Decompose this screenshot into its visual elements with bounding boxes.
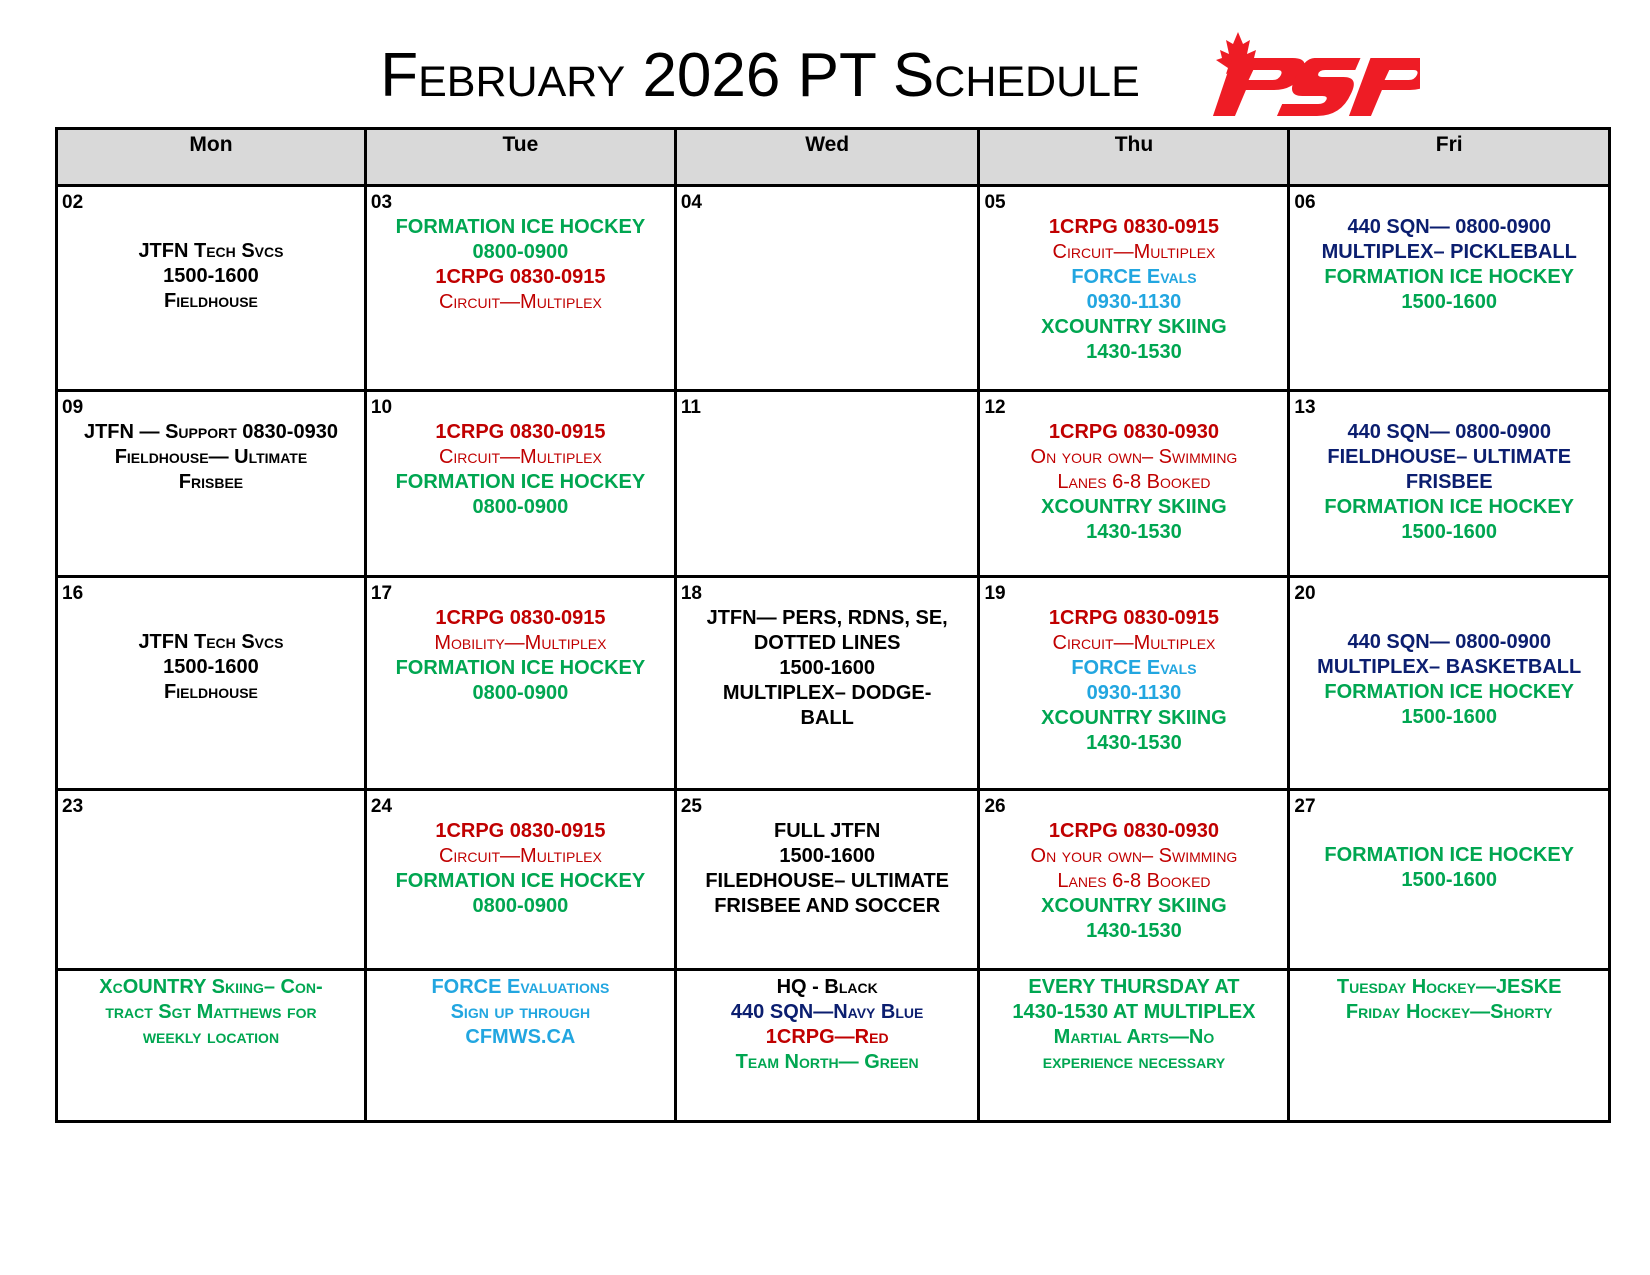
event-line: 440 SQN— 0800-0900 bbox=[1347, 421, 1551, 443]
event-line: FORMATION ICE HOCKEY bbox=[1324, 844, 1575, 866]
event-line: BALL bbox=[800, 707, 854, 729]
event-line: XCOUNTRY SKIING bbox=[1041, 316, 1227, 338]
event-line: 1CRPG 0830-0915 bbox=[435, 421, 606, 443]
event-line: 1CRPG 0830-0915 bbox=[435, 820, 606, 842]
event-line: 1500-1600 bbox=[779, 845, 875, 867]
event-line: FULL JTFN bbox=[774, 820, 881, 842]
event-line: 1CRPG 0830-0930 bbox=[1048, 820, 1219, 842]
page-title: February 2026 PT Schedule bbox=[380, 41, 1140, 110]
event-line: 0800-0900 bbox=[472, 682, 569, 704]
day-cell-wed bbox=[675, 186, 979, 391]
event-line: Circuit—Multiplex bbox=[1052, 632, 1216, 654]
event-line: 1CRPG 0830-0915 bbox=[1048, 607, 1219, 629]
event-line: XCOUNTRY SKIING bbox=[1041, 895, 1227, 917]
day-number: 03 bbox=[370, 192, 393, 213]
event-line: 0800-0900 bbox=[472, 895, 569, 917]
event-line: 0800-0900 bbox=[472, 241, 569, 263]
day-number: 04 bbox=[680, 192, 702, 213]
event-line: Circuit—Multiplex bbox=[438, 446, 602, 468]
event-line: XCOUNTRY SKIING bbox=[1041, 707, 1227, 729]
event-line: JTFN— PERS, RDNS, SE, bbox=[706, 607, 948, 629]
event-line: 1430-1530 bbox=[1086, 341, 1182, 363]
day-number: 02 bbox=[62, 192, 84, 213]
day-number: 06 bbox=[1294, 192, 1316, 213]
event-line: 440 SQN— 0800-0900 bbox=[1347, 631, 1551, 653]
day-number: 23 bbox=[62, 796, 84, 817]
day-number: 19 bbox=[984, 583, 1006, 604]
event-line: FORCE Evals bbox=[1071, 266, 1197, 288]
event-line: XCOUNTRY SKIING bbox=[1041, 496, 1227, 518]
day-number: 25 bbox=[680, 796, 702, 817]
event-line: Lanes 6-8 Booked bbox=[1057, 870, 1211, 892]
day-number: 17 bbox=[370, 583, 393, 604]
note-cell bbox=[1289, 970, 1610, 1122]
event-line: 1500-1600 bbox=[1401, 291, 1498, 313]
note-line: XcOUNTRY Skiing– Con- bbox=[99, 976, 323, 998]
day-cell-mon bbox=[57, 391, 366, 577]
day-number: 05 bbox=[984, 192, 1006, 213]
note-line: EVERY THURSDAY AT bbox=[1028, 976, 1240, 998]
event-line: FIELDHOUSE– ULTIMATE bbox=[1327, 446, 1572, 468]
event-line: FRISBEE bbox=[1405, 471, 1493, 493]
day-cell-mon bbox=[57, 577, 366, 790]
event-line: 1500-1600 bbox=[1401, 869, 1498, 891]
header-fri: Fri bbox=[1289, 129, 1610, 186]
event-line: Circuit—Multiplex bbox=[438, 291, 602, 313]
note-line: 1430-1530 AT MULTIPLEX bbox=[1012, 1001, 1256, 1023]
note-line: 1CRPG—Red bbox=[765, 1026, 889, 1048]
day-cell-tue bbox=[365, 186, 675, 391]
event-line: FORMATION ICE HOCKEY bbox=[1324, 681, 1575, 703]
event-line: MULTIPLEX– PICKLEBALL bbox=[1321, 241, 1577, 263]
spacer bbox=[1294, 819, 1604, 843]
event-line: JTFN — Support 0830-0930 bbox=[83, 421, 338, 443]
event-line: 1CRPG 0830-0915 bbox=[1048, 216, 1219, 238]
event-line: JTFN Tech Svcs bbox=[138, 631, 284, 653]
day-cell-tue bbox=[365, 790, 675, 970]
event-line: FORMATION ICE HOCKEY bbox=[1324, 496, 1575, 518]
day-number: 24 bbox=[370, 796, 393, 817]
event-line: 1500-1600 bbox=[1401, 706, 1498, 728]
day-number: 20 bbox=[1294, 583, 1316, 604]
day-number: 26 bbox=[984, 796, 1006, 817]
event-line: FORMATION ICE HOCKEY bbox=[395, 870, 646, 892]
day-cell-fri bbox=[1289, 391, 1610, 577]
event-line: FORMATION ICE HOCKEY bbox=[395, 657, 646, 679]
note-line: Tuesday Hockey—JESKE bbox=[1336, 976, 1562, 998]
day-cell-wed bbox=[675, 790, 979, 970]
week-row bbox=[57, 186, 1610, 391]
event-line: 1CRPG 0830-0915 bbox=[435, 266, 606, 288]
calendar-table bbox=[55, 127, 1611, 1123]
event-line: 1500-1600 bbox=[779, 657, 875, 679]
note-line: experience necessary bbox=[1042, 1051, 1226, 1073]
spacer bbox=[62, 215, 360, 239]
day-number: 18 bbox=[680, 583, 702, 604]
day-number: 16 bbox=[62, 583, 84, 604]
day-number: 09 bbox=[62, 397, 84, 418]
note-line: HQ - Black bbox=[776, 976, 878, 998]
day-cell-thu bbox=[979, 186, 1289, 391]
event-line: FRISBEE AND SOCCER bbox=[714, 895, 941, 917]
day-cell-fri bbox=[1289, 186, 1610, 391]
weekday-header-row bbox=[57, 129, 1610, 186]
note-cell bbox=[57, 970, 366, 1122]
event-line: FORMATION ICE HOCKEY bbox=[395, 471, 646, 493]
day-number: 10 bbox=[370, 397, 393, 418]
header-thu: Thu bbox=[979, 129, 1289, 186]
event-line: On your own– Swimming bbox=[1030, 845, 1238, 867]
event-line: FORMATION ICE HOCKEY bbox=[395, 216, 646, 238]
event-line: 0930-1130 bbox=[1086, 291, 1182, 313]
week-row bbox=[57, 790, 1610, 970]
day-cell-thu bbox=[979, 790, 1289, 970]
event-line: MULTIPLEX– BASKETBALL bbox=[1317, 656, 1582, 678]
day-cell-wed bbox=[675, 391, 979, 577]
spacer bbox=[62, 606, 360, 630]
event-line: Fieldhouse bbox=[164, 290, 258, 312]
day-cell-wed bbox=[675, 577, 979, 790]
day-cell-tue bbox=[365, 577, 675, 790]
day-number: 12 bbox=[984, 397, 1006, 418]
title-row bbox=[0, 30, 1650, 130]
event-line: 1500-1600 bbox=[163, 656, 259, 678]
event-line: 1CRPG 0830-0930 bbox=[1048, 421, 1219, 443]
event-line: FORCE Evals bbox=[1071, 657, 1197, 679]
event-line: Frisbee bbox=[178, 471, 244, 493]
day-number: 13 bbox=[1294, 397, 1316, 418]
event-line: JTFN Tech Svcs bbox=[138, 240, 284, 262]
day-cell-fri bbox=[1289, 790, 1610, 970]
event-line: Fieldhouse bbox=[164, 681, 258, 703]
note-line: tract Sgt Matthews for bbox=[105, 1001, 317, 1023]
event-line: FILEDHOUSE– ULTIMATE bbox=[705, 870, 950, 892]
event-line: 0800-0900 bbox=[472, 496, 569, 518]
event-line: Circuit—Multiplex bbox=[1052, 241, 1216, 263]
note-line: Team North— Green bbox=[735, 1051, 919, 1073]
event-line: 1430-1530 bbox=[1086, 521, 1182, 543]
event-line: 1500-1600 bbox=[163, 265, 259, 287]
event-line: 1430-1530 bbox=[1086, 920, 1182, 942]
note-line: Sign up through bbox=[450, 1001, 591, 1023]
event-line: 440 SQN— 0800-0900 bbox=[1347, 216, 1551, 238]
note-line: weekly location bbox=[142, 1026, 280, 1048]
day-cell-mon bbox=[57, 790, 366, 970]
day-cell-fri bbox=[1289, 577, 1610, 790]
event-line: 1430-1530 bbox=[1086, 732, 1182, 754]
psp-logo bbox=[1200, 30, 1420, 120]
note-line: Martial Arts—No bbox=[1053, 1026, 1215, 1048]
week-row bbox=[57, 391, 1610, 577]
note-cell bbox=[675, 970, 979, 1122]
header-mon: Mon bbox=[57, 129, 366, 186]
week-row bbox=[57, 577, 1610, 790]
header-tue: Tue bbox=[365, 129, 675, 186]
spacer bbox=[1294, 606, 1604, 630]
note-line: CFMWS.CA bbox=[465, 1026, 576, 1048]
event-line: 1CRPG 0830-0915 bbox=[435, 607, 606, 629]
event-line: Circuit—Multiplex bbox=[438, 845, 602, 867]
event-line: Fieldhouse— Ultimate bbox=[114, 446, 308, 468]
event-line: 0930-1130 bbox=[1086, 682, 1182, 704]
event-line: On your own– Swimming bbox=[1030, 446, 1238, 468]
day-number: 11 bbox=[680, 397, 701, 418]
event-line: Mobility—Multiplex bbox=[434, 632, 607, 654]
event-line: 1500-1600 bbox=[1401, 521, 1498, 543]
event-line: FORMATION ICE HOCKEY bbox=[1324, 266, 1575, 288]
day-number: 27 bbox=[1294, 796, 1316, 817]
event-line: MULTIPLEX– DODGE- bbox=[722, 682, 932, 704]
day-cell-mon bbox=[57, 186, 366, 391]
event-line: Lanes 6-8 Booked bbox=[1057, 471, 1211, 493]
note-cell bbox=[979, 970, 1289, 1122]
day-cell-tue bbox=[365, 391, 675, 577]
note-line: 440 SQN—Navy Blue bbox=[730, 1001, 924, 1023]
day-cell-thu bbox=[979, 391, 1289, 577]
note-line: FORCE Evaluations bbox=[431, 976, 610, 998]
notes-row bbox=[57, 970, 1610, 1122]
header-wed: Wed bbox=[675, 129, 979, 186]
event-line: DOTTED LINES bbox=[753, 632, 901, 654]
note-cell bbox=[365, 970, 675, 1122]
note-line: Friday Hockey—Shorty bbox=[1345, 1001, 1553, 1023]
day-cell-thu bbox=[979, 577, 1289, 790]
